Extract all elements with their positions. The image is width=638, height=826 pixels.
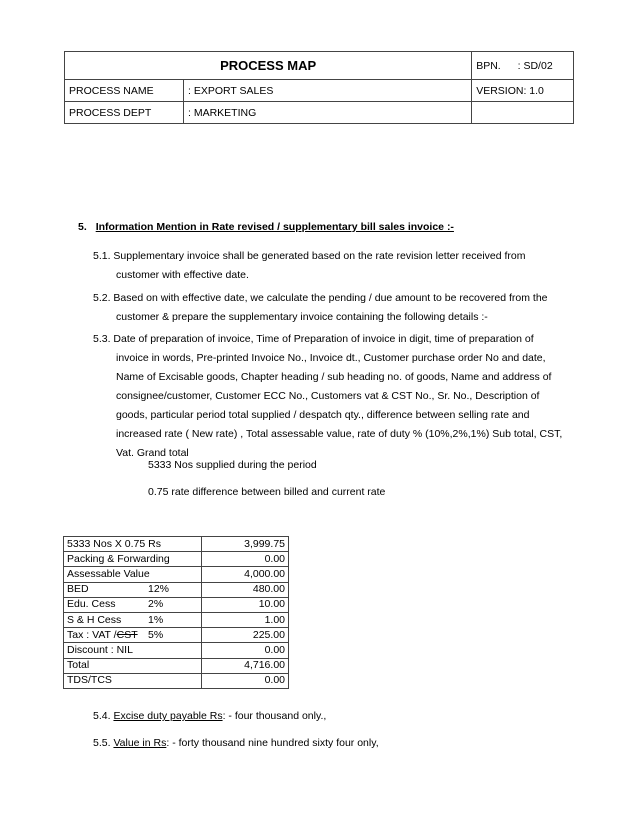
section-heading <box>78 218 454 237</box>
process-name-value: : EXPORT SALES <box>184 80 472 102</box>
row-label: Edu. Cess <box>67 598 116 611</box>
p51-line-1: 5.1. Supplementary invoice shall be generated based on the rate revision letter received from <box>93 250 526 262</box>
row-rate: 1% <box>148 613 164 626</box>
p52-line-2: customer & prepare the supplementary invoice containing the following details :- <box>116 311 488 323</box>
table-row <box>64 628 289 643</box>
p53-line-3: Name of Excisable goods, Chapter heading / sub heading no. of goods, Name and address of <box>116 371 552 383</box>
row-value: 4,000.00 <box>202 567 289 582</box>
p53-line-7: Vat. Grand total <box>116 447 189 459</box>
row-label-cell <box>64 643 202 658</box>
p54-text: : - four thousand only., <box>222 710 327 722</box>
bpn-value: : SD/02 <box>517 59 553 72</box>
process-name-label: PROCESS NAME <box>65 80 184 102</box>
row-label: Assessable Value <box>67 567 150 580</box>
row-value: 3,999.75 <box>202 537 289 552</box>
calculation-table <box>63 536 289 689</box>
row-value: 1.00 <box>202 612 289 627</box>
section-number: 5. <box>78 221 87 233</box>
table-row <box>64 582 289 597</box>
p53-line-1: 5.3. Date of preparation of invoice, Time of Preparation of invoice in digit, time of preparation of <box>93 333 534 345</box>
row-rate: 2% <box>148 598 164 611</box>
p53-line-2: invoice in words, Pre-printed Invoice No., Invoice dt., Customer purchase order No and date, <box>116 352 546 364</box>
version-label: VERSION: 1.0 <box>472 80 574 102</box>
row-label-cell <box>64 628 202 643</box>
row-value: 0.00 <box>202 552 289 567</box>
note-quantity: 5333 Nos supplied during the period <box>148 459 317 471</box>
empty-cell <box>472 102 574 124</box>
row-value: 480.00 <box>202 582 289 597</box>
row-label-cell <box>64 658 202 673</box>
p54-number: 5.4. <box>93 710 114 722</box>
table-row <box>64 552 289 567</box>
paragraph-5-1 <box>93 247 573 285</box>
row-label: TDS/TCS <box>67 674 112 687</box>
row-value: 4,716.00 <box>202 658 289 673</box>
row-value: 0.00 <box>202 673 289 688</box>
paragraph-5-3 <box>93 330 573 463</box>
process-map-header <box>64 51 574 124</box>
paragraph-5-2 <box>93 289 573 327</box>
p53-line-6: increased rate ( New rate) , Total assessable value, rate of duty % (10%,2%,1%) Sub total, CST, <box>116 428 563 440</box>
table-row <box>64 658 289 673</box>
row-label-cell <box>64 597 202 612</box>
section-title: Information Mention in Rate revised / supplementary bill sales invoice :- <box>95 221 454 233</box>
row-label: Tax : VAT / <box>67 628 117 641</box>
process-dept-value: : MARKETING <box>184 102 472 124</box>
row-rate: 12% <box>148 583 170 596</box>
row-label: BED <box>67 583 89 596</box>
table-row <box>64 612 289 627</box>
table-row <box>64 567 289 582</box>
row-label-cell <box>64 567 202 582</box>
row-rate: 5% <box>148 628 164 641</box>
row-label-cell <box>64 673 202 688</box>
row-label: S & H Cess <box>67 613 122 626</box>
table-row <box>64 673 289 688</box>
row-label-cell <box>64 552 202 567</box>
row-label-cell <box>64 582 202 597</box>
p55-number: 5.5. <box>93 737 114 749</box>
table-row <box>64 537 289 552</box>
table-row <box>64 643 289 658</box>
p51-line-2: customer with effective date. <box>116 269 249 281</box>
row-label: 5333 Nos X 0.75 Rs <box>67 537 161 550</box>
p55-label: Value in Rs <box>113 737 167 749</box>
row-label: Packing & Forwarding <box>67 552 170 565</box>
row-label-cell <box>64 612 202 627</box>
p52-line-1: 5.2. Based on with effective date, we calculate the pending / due amount to be recovered from the <box>93 292 548 304</box>
row-label-cell <box>64 537 202 552</box>
paragraph-5-4 <box>93 707 573 726</box>
p53-line-4: consignee/customer, Customer ECC No., Customers vat & CST No., Sr. No., Description of <box>116 390 540 402</box>
row-label: Total <box>67 659 90 672</box>
row-value: 0.00 <box>202 643 289 658</box>
row-value: 225.00 <box>202 628 289 643</box>
bpn-cell <box>472 52 574 80</box>
struck-text: CST <box>116 628 138 641</box>
row-label: Discount : NIL <box>67 643 133 656</box>
p53-line-5: goods, particular period total supplied / despatch qty., difference between selling rate and <box>116 409 530 421</box>
row-value: 10.00 <box>202 597 289 612</box>
bpn-label: BPN. <box>476 59 501 72</box>
page-title: PROCESS MAP <box>65 52 472 80</box>
paragraph-5-5 <box>93 734 573 753</box>
note-rate-difference: 0.75 rate difference between billed and current rate <box>148 486 386 498</box>
p54-label: Excise duty payable Rs <box>113 710 223 722</box>
table-row <box>64 597 289 612</box>
process-dept-label: PROCESS DEPT <box>65 102 184 124</box>
p55-text: : - forty thousand nine hundred sixty four only, <box>166 737 379 749</box>
